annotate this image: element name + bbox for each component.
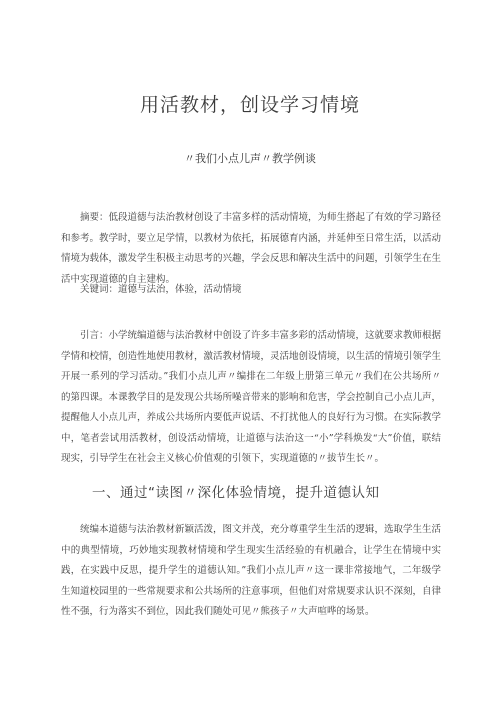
abstract-paragraph: 摘要：低段道德与法治教材创设了丰富多样的活动情境，为师生搭起了有效的学习路径和参考。教学时，要立足学情，以教材为依托，拓展德育内涵，并延伸至日常生活，以活动情境为载体，激发学生积极主动思考的兴趣，学会反思和解决生活中的问题，引领学生在生活中实现道德的自主建构。 [61, 212, 442, 285]
document-subtitle: 〃我们小点儿声〃教学例谈 [184, 152, 316, 165]
document-title: 用活教材，创设学习情境 [139, 94, 360, 116]
section-heading-1: 一、通过“读图〃深化体验情境，提升道德认知 [92, 485, 380, 501]
intro-paragraph: 引言：小学统编道德与法治教材中创设了许多丰富多彩的活动情境，这就要求教师根据学情和校情，创造性地使用教材，激活教材情境，灵活地创设情境，以生活的情境引领学生开展一系列的学习活动。”我们小点儿声〃编排在二年级上册第三单元〃我们在公共场所〃的第四课。本课教学目的是发现公共场所噪音带来的影响和危害，学会控制自己小点儿声，提醒他人小点儿声，养成公共场所内要低声说话、不打扰他人的良好行为习惯。在实际教学中，笔者尝试用活教材，创设活动情境，让道德与法治这一“小”学科焕发“大”价值，联结现实，引导学生在社会主义核心价值观的引领下，实现道德的〃拔节生长〃。 [61, 330, 442, 464]
section-1-body-paragraph: 统编本道德与法治教材新颖活泼，图文并茂，充分尊重学生生活的逻辑，选取学生生活中的典型情境，巧妙地实现教材情境和学生现实生活经验的有机融合，让学生在情境中实践，在实践中反思，提升学生的道德认知。”我们小点儿声〃这一课非常接地气，二年级学生知道校园里的一些常规要求和公共场所的注意事项，但他们对常规要求认识不深刻，自律性不强，行为落实不到位，因此我们随处可见〃熊孩子〃大声喧哗的场景。 [61, 524, 442, 617]
keywords-paragraph: 关键词：道德与法治，体验，活动情境 [80, 284, 242, 295]
